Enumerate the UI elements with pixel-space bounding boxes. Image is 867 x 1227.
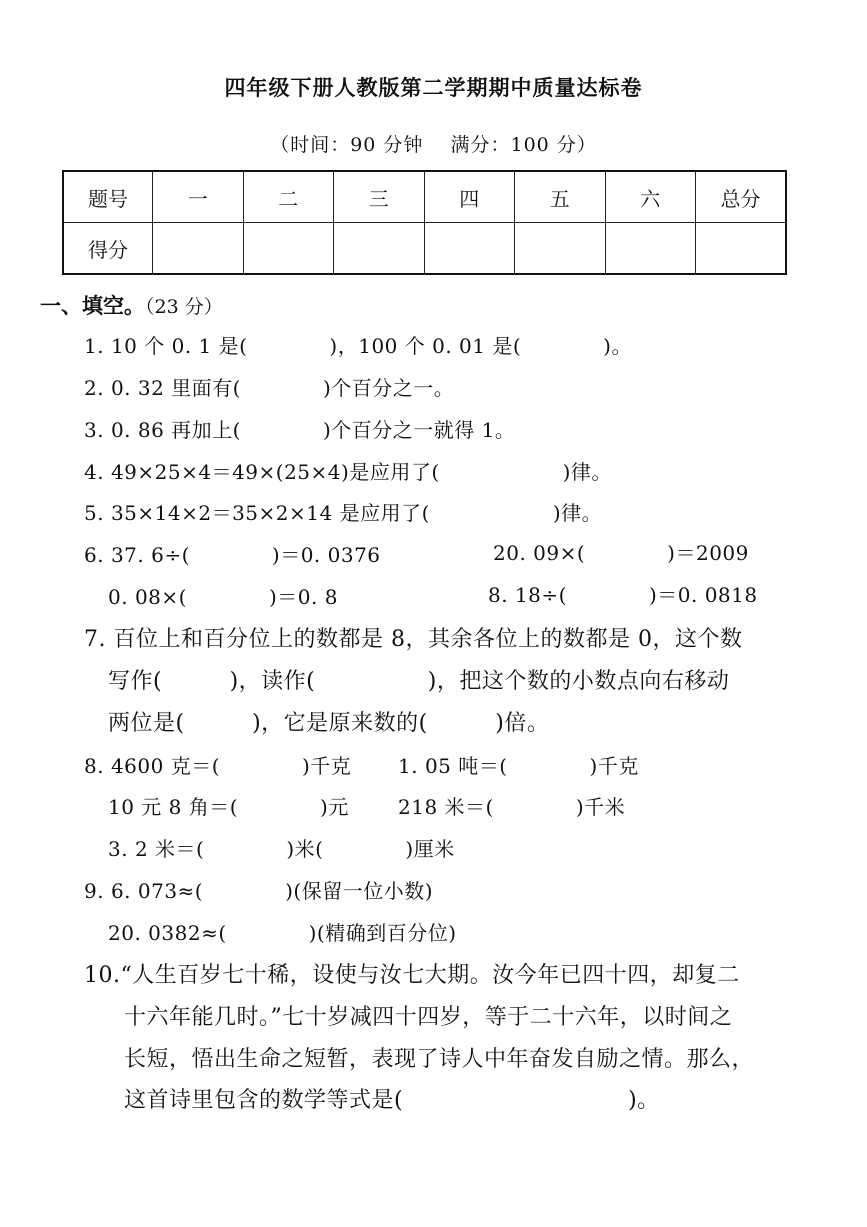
score-cell: 总分	[696, 171, 787, 223]
score-input-cell[interactable]	[605, 223, 696, 275]
score-cell: 三	[334, 171, 425, 223]
question-9a: 9. 6. 073≈( )(保留一位小数)	[84, 879, 434, 903]
question-8a: 8. 4600 克＝( )千克	[84, 754, 352, 778]
question-10-line1: 10.“人生百岁七十稀，设使与汝七大期。汝今年已四十四，却复二	[84, 963, 740, 988]
question-1: 1. 10 个 0. 1 是( )，100 个 0. 01 是( )。	[84, 334, 632, 358]
score-input-cell[interactable]	[153, 223, 244, 275]
question-8e: 3. 2 米＝( )米( )厘米	[108, 837, 455, 861]
score-input-cell[interactable]	[515, 223, 606, 275]
score-input-cell[interactable]	[243, 223, 334, 275]
score-cell: 四	[424, 171, 515, 223]
score-cell: 得分	[63, 223, 153, 275]
section-title: 一、填空。	[40, 293, 145, 318]
question-7-line1: 7. 百位上和百分位上的数都是 8，其余各位上的数都是 0，这个数	[84, 627, 743, 652]
question-7-line2: 写作( )，读作( )，把这个数的小数点向右移动	[108, 669, 730, 694]
question-10-line2: 十六年能几时。”七十岁减四十四岁，等于二十六年，以时间之	[124, 1005, 733, 1030]
question-3: 3. 0. 86 再加上( )个百分之一就得 1。	[84, 418, 516, 442]
section-heading	[40, 290, 223, 320]
score-cell: 六	[605, 171, 696, 223]
score-input-cell[interactable]	[424, 223, 515, 275]
question-7-line3: 两位是( )，它是原来数的( )倍。	[108, 711, 550, 736]
score-cell: 题号	[63, 171, 153, 223]
question-4: 4. 49×25×4＝49×(25×4)是应用了( )律。	[84, 460, 612, 484]
score-table-header-row	[63, 171, 786, 223]
score-cell: 一	[153, 171, 244, 223]
score-input-cell[interactable]	[334, 223, 425, 275]
exam-title: 四年级下册人教版第二学期期中质量达标卷	[224, 75, 643, 100]
question-6a: 6. 37. 6÷( )＝0. 0376	[84, 543, 381, 567]
question-6d: 8. 18÷( )＝0. 0818	[488, 583, 758, 607]
score-input-cell[interactable]	[696, 223, 787, 275]
question-8b: 1. 05 吨＝( )千克	[398, 754, 639, 778]
section-points: （23 分）	[145, 296, 223, 318]
exam-subtitle: （时间：90 分钟 满分：100 分）	[270, 134, 597, 156]
question-5: 5. 35×14×2＝35×2×14 是应用了( )律。	[84, 501, 603, 525]
question-6c: 0. 08×( )＝0. 8	[108, 585, 338, 609]
score-cell: 二	[243, 171, 334, 223]
score-table	[62, 170, 787, 275]
question-10-line3: 长短，悟出生命之短暂，表现了诗人中年奋发自励之情。那么，	[124, 1047, 755, 1072]
question-8c: 10 元 8 角＝( )元	[108, 795, 349, 819]
question-8d: 218 米＝( )千米	[398, 795, 626, 819]
question-10-line4: 这首诗里包含的数学等式是( )。	[124, 1088, 660, 1113]
question-9b: 20. 0382≈( )(精确到百分位)	[108, 921, 457, 945]
question-2: 2. 0. 32 里面有( )个百分之一。	[84, 376, 455, 400]
question-6b: 20. 09×( )＝2009	[493, 541, 749, 565]
score-cell: 五	[515, 171, 606, 223]
score-table-score-row	[63, 223, 786, 275]
